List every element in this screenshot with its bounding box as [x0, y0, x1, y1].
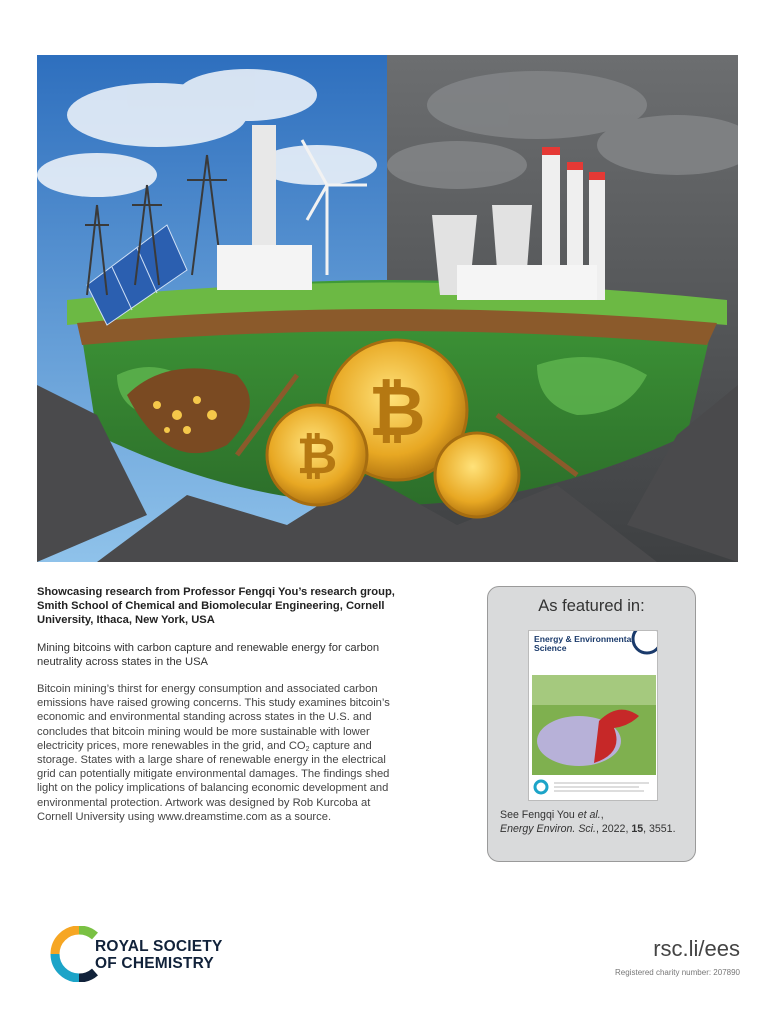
description-column [37, 585, 397, 824]
journal-url[interactable]: rsc.li/ees [653, 936, 740, 961]
publisher-name [95, 939, 223, 972]
publisher-line1: ROYAL SOCIETY [95, 938, 223, 955]
citation-comma: , [600, 809, 604, 821]
abstract-part2: capture and storage. States with a large share of renewable energy in the electrical grid can potentially mitigate environmental damages. The findings shed light on the policy implications of balancing economic development and environmental protection. Artwork was designed by Rob Kurcoba at Cornell University using www.dreamstime.com as a source. [37, 739, 390, 823]
co2-subscript: 2 [305, 745, 310, 753]
paper-title: Mining bitcoins with carbon capture and renewable energy for carbon neutrality across states in the USA [37, 641, 380, 668]
citation-year: , 2022, [595, 822, 632, 835]
journal-cover[interactable] [528, 630, 658, 801]
featured-box [487, 586, 696, 862]
svg-text:₿: ₿ [296, 427, 338, 485]
journal-cover-title: Energy & Environmental Science [534, 634, 634, 654]
publisher-line2: OF CHEMISTRY [95, 954, 214, 972]
citation [500, 809, 676, 836]
cover-artwork [37, 55, 738, 562]
featured-heading: As featured in: [538, 597, 645, 615]
citation-page: , 3551. [643, 822, 676, 835]
citation-volume: 15 [631, 822, 644, 835]
showcase-statement: Showcasing research from Professor Fengqi You’s research group, Smith School of Chemical and Biomolecular Engineering, Cornell University, Ithaca, New York, USA [37, 586, 395, 627]
citation-prefix: See Fengqi You [500, 809, 578, 821]
charity-number: Registered charity number: 207890 [615, 968, 740, 977]
journal-cover-image [529, 631, 658, 801]
svg-text:₿: ₿ [368, 370, 426, 452]
citation-journal: Energy Environ. Sci. [500, 822, 596, 835]
abstract [37, 682, 397, 824]
abstract-part1: Bitcoin mining’s thirst for energy consumption and associated carbon emissions have raised growing concerns. This study examines bitcoin’s economic and environmental standing across states in the U.S. and concludes that bitcoin mining would be more sustainable with lower electricity prices, more renewables in the grid, and CO [37, 683, 390, 752]
citation-et-al: et al. [577, 809, 601, 821]
